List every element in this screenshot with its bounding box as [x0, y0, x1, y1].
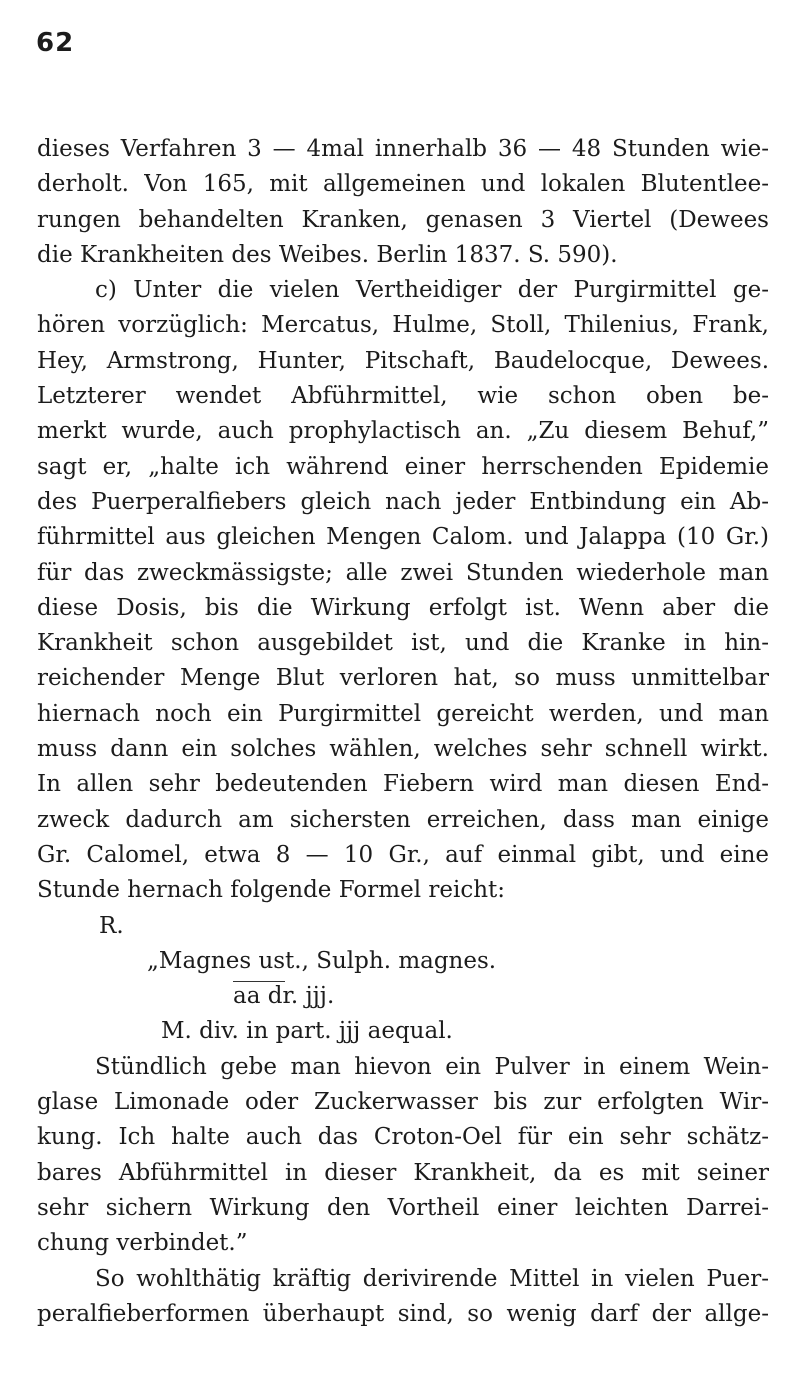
text-line: Letzterer wendet Abführmittel, wie schon oben be-	[37, 383, 769, 410]
text-line: merkt wurde, auch prophylactisch an. „Zu diesem Behuf,”	[37, 418, 769, 445]
text-line: Hey, Armstrong, Hunter, Pitschaft, Baudelocque, Dewees.	[37, 347, 769, 374]
text-line: sagt er, „halte ich während einer herrschenden Epidemie	[37, 453, 769, 480]
text-line: glase Limonade oder Zuckerwasser bis zur erfolgten Wir-	[37, 1089, 769, 1116]
text-line: peralfieberformen überhaupt sind, so wenig darf der allge-	[37, 1300, 769, 1327]
text-line: Gr. Calomel, etwa 8 — 10 Gr., auf einmal gibt, und eine	[37, 841, 769, 868]
overline-rule	[233, 981, 285, 982]
formula-line: M. div. in part. jjj aequal.	[161, 1018, 453, 1045]
text-line: hören vorzüglich: Mercatus, Hulme, Stoll, Thilenius, Frank,	[37, 312, 769, 339]
text-line: kung. Ich halte auch das Croton-Oel für ein sehr schätz-	[37, 1124, 769, 1151]
formula-dose: aa dr. jjj.	[233, 983, 335, 1010]
text-line: chung verbindet.”	[37, 1230, 248, 1257]
text-line: bares Abführmittel in dieser Krankheit, da es mit seiner	[37, 1159, 769, 1186]
text-line: sehr sichern Wirkung den Vortheil einer leichten Darrei-	[37, 1194, 769, 1221]
text-line: muss dann ein solches wählen, welches sehr schnell wirkt.	[37, 736, 769, 763]
body-text	[37, 132, 769, 1332]
text-line: rungen behandelten Kranken, genasen 3 Viertel (Dewees	[37, 206, 769, 233]
text-line: des Puerperalfiebers gleich nach jeder Entbindung ein Ab-	[37, 488, 769, 515]
text-line: derholt. Von 165, mit allgemeinen und lokalen Blutentlee-	[37, 171, 769, 198]
text-line: dieses Verfahren 3 — 4mal innerhalb 36 — 48 Stunden wie-	[37, 136, 769, 162]
text-line: zweck dadurch am sichersten erreichen, dass man einige	[37, 806, 769, 833]
text-line: diese Dosis, bis die Wirkung erfolgt ist. Wenn aber die	[37, 594, 769, 621]
text-line: So wohlthätig kräftig derivirende Mittel in vielen Puer-	[95, 1265, 769, 1292]
prescription-mark: R.	[99, 912, 124, 939]
page-number: 62	[36, 28, 75, 58]
text-line: reichender Menge Blut verloren hat, so muss unmittelbar	[37, 665, 769, 692]
text-line: führmittel aus gleichen Mengen Calom. und Jalappa (10 Gr.)	[37, 524, 769, 551]
text-line: Stunde hernach folgende Formel reicht:	[37, 877, 506, 904]
text-line: Krankheit schon ausgebildet ist, und die Kranke in hin-	[37, 630, 769, 657]
text-line: In allen sehr bedeutenden Fiebern wird man diesen End-	[37, 771, 769, 798]
text-line: hiernach noch ein Purgirmittel gereicht werden, und man	[37, 700, 769, 727]
text-line: für das zweckmässigste; alle zwei Stunden wiederhole man	[37, 559, 769, 586]
text-line: die Krankheiten des Weibes. Berlin 1837. S. 590).	[37, 241, 618, 268]
text-line: Stündlich gebe man hievon ein Pulver in einem Wein-	[95, 1053, 769, 1080]
text-line: c) Unter die vielen Vertheidiger der Purgirmittel ge-	[95, 277, 769, 304]
formula-line	[37, 979, 769, 1014]
formula-line: „Magnes ust., Sulph. magnes.	[147, 947, 497, 974]
